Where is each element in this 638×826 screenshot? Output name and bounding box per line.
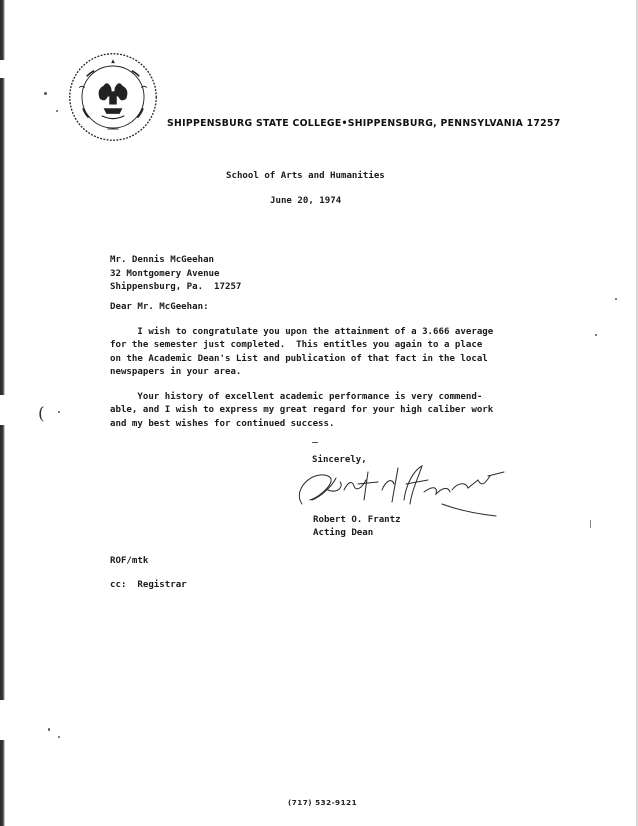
scan-speck [595, 334, 597, 336]
margin-mark: ( [38, 404, 45, 424]
body-line: Your history of excellent academic performance is very commend- [110, 392, 483, 402]
complimentary-close: Sincerely, [312, 455, 367, 465]
scan-speck [312, 442, 318, 443]
signer-name: Robert O. Frantz [313, 515, 401, 525]
scan-speck [56, 110, 58, 112]
body-line: and my best wishes for continued success. [110, 419, 335, 429]
letter-date: June 20, 1974 [270, 196, 342, 206]
scan-speck [615, 298, 617, 300]
signer-title: Acting Dean [313, 528, 374, 538]
scan-speck [48, 728, 50, 731]
body-line: able, and I wish to express my great regard for your high caliber work [110, 405, 494, 415]
scan-speck [590, 520, 591, 528]
body-line: on the Academic Dean's List and publication of that fact in the local [110, 354, 488, 364]
body-line: I wish to congratulate you upon the attainment of a 3.666 average [110, 327, 494, 337]
reference-initials: ROF/mtk [110, 556, 149, 566]
recipient-name: Mr. Dennis McGeehan [110, 255, 215, 265]
scan-edge-left [0, 0, 5, 826]
letterhead-institution: SHIPPENSBURG STATE COLLEGE•SHIPPENSBURG, PENNSYLVANIA 17257 [167, 118, 561, 129]
cc-line: cc: Registrar [110, 580, 187, 590]
recipient-city: Shippensburg, Pa. 17257 [110, 282, 242, 292]
salutation: Dear Mr. McGeehan: [110, 302, 209, 312]
scan-speck [58, 411, 60, 413]
scan-speck [44, 92, 47, 95]
footer-phone: (717) 532-9121 [288, 798, 358, 807]
recipient-street: 32 Montgomery Avenue [110, 269, 220, 279]
body-line: newspapers in your area. [110, 367, 242, 377]
college-seal-icon [66, 50, 160, 144]
scan-speck [58, 736, 60, 738]
department-line: School of Arts and Humanities [226, 171, 385, 181]
body-line: for the semester just completed. This entitles you again to a place [110, 340, 483, 350]
